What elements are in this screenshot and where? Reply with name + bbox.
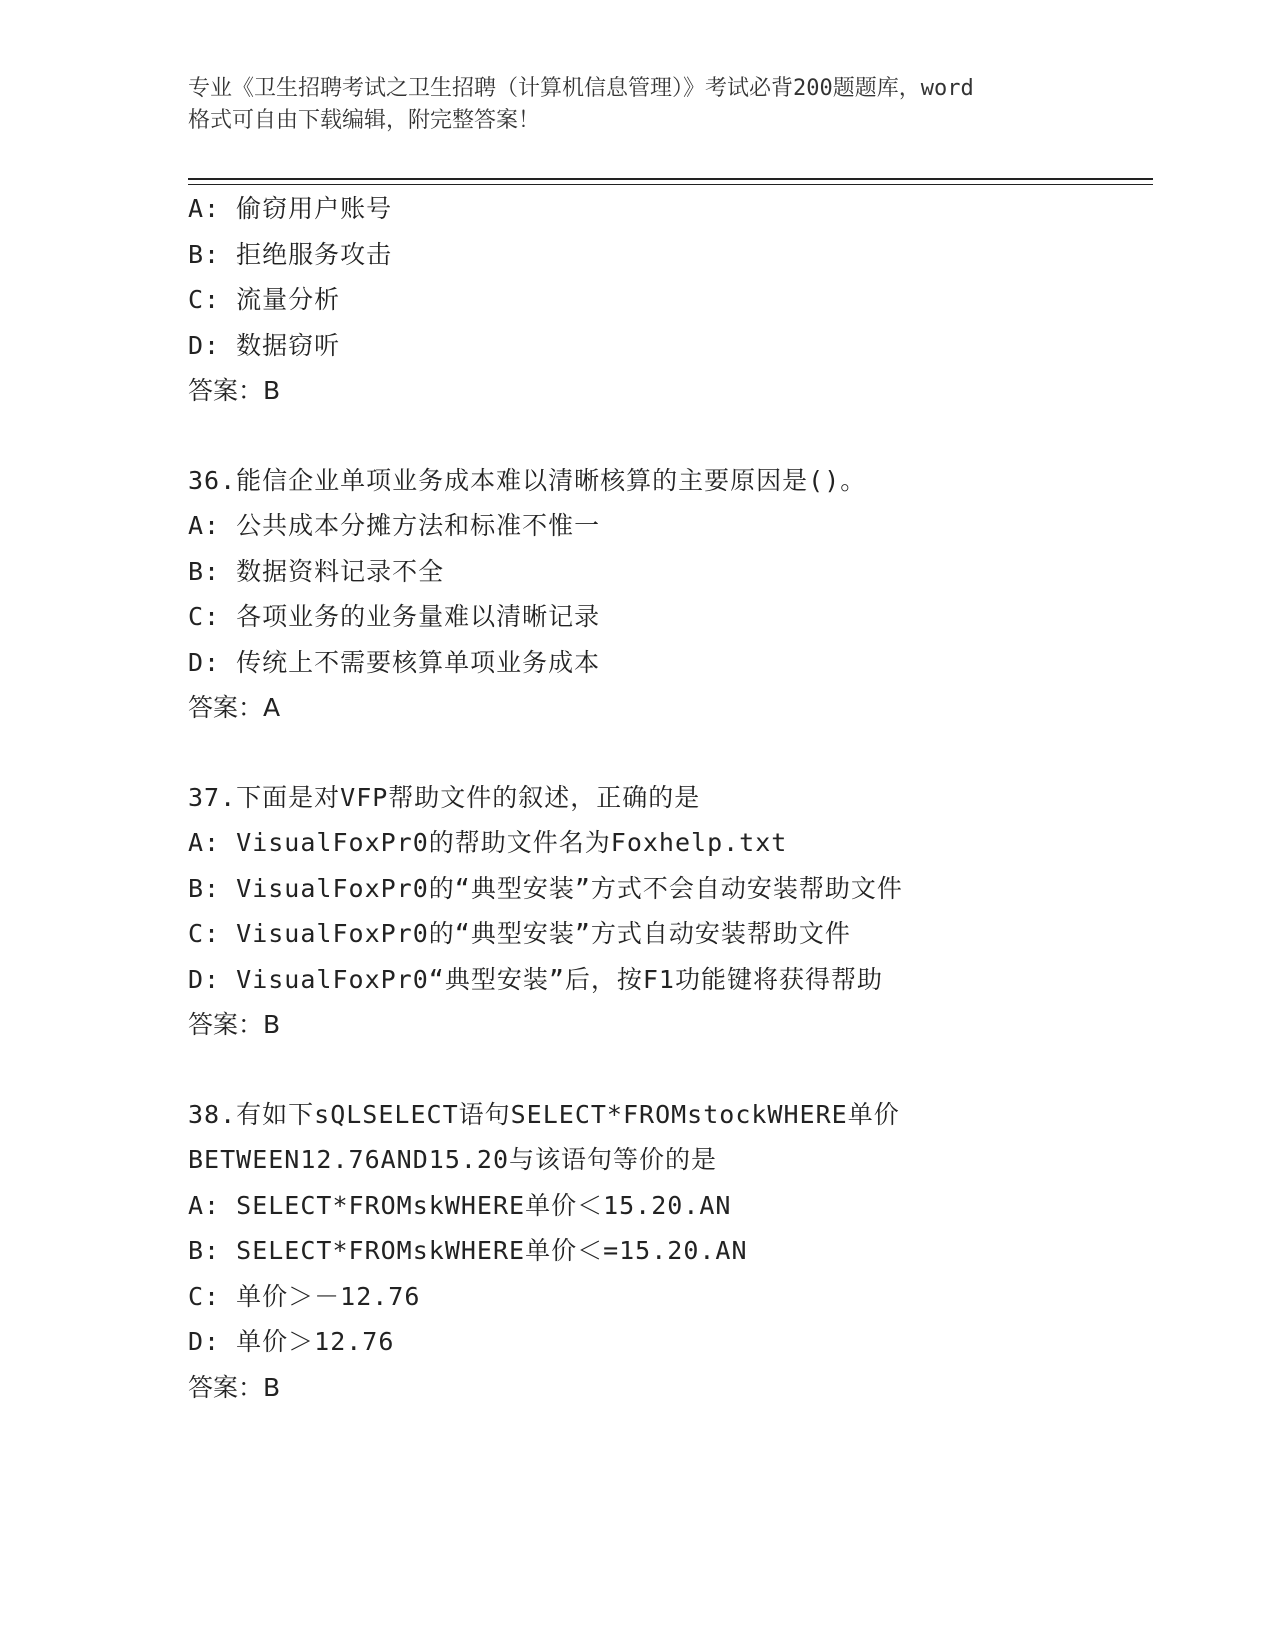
option-a: A: 偷窃用户账号 <box>188 194 393 223</box>
header-divider-thick <box>188 178 1153 180</box>
question-stem: 36.能信企业单项业务成本难以清晰核算的主要原因是()。 <box>188 465 867 495</box>
question-stem: 37.下面是对VFP帮助文件的叙述，正确的是 <box>188 782 701 812</box>
option-c: C: 各项业务的业务量难以清晰记录 <box>188 602 601 631</box>
option-d: D: 数据窃听 <box>188 330 341 360</box>
header-title-line-2: 格式可自由下载编辑，附完整答案！ <box>188 108 541 133</box>
question-stem-line-1: 38.有如下sQLSELECT语句SELECT*FROMstockWHERE单价 <box>188 1099 900 1129</box>
header-divider-thin <box>188 184 1153 185</box>
option-a: A: VisualFoxPr0的帮助文件名为Foxhelp.txt <box>188 828 788 857</box>
document-header <box>188 73 1088 137</box>
option-b: B: SELECT*FROMskWHERE单价＜=15.20.AN <box>188 1236 748 1265</box>
question-38 <box>188 1092 1148 1411</box>
answer: 答案：B <box>188 376 281 405</box>
question-list <box>188 186 1148 1410</box>
spacer <box>188 1048 1148 1092</box>
option-d: D: VisualFoxPr0“典型安装”后，按F1功能键将获得帮助 <box>188 964 883 994</box>
question-37 <box>188 775 1148 1048</box>
spacer <box>188 414 1148 458</box>
option-a: A: 公共成本分摊方法和标准不惟一 <box>188 511 601 540</box>
question-stem-line-2: BETWEEN12.76AND15.20与该语句等价的是 <box>188 1145 718 1174</box>
spacer <box>188 731 1148 775</box>
option-b: B: 拒绝服务攻击 <box>188 239 393 269</box>
answer: 答案：B <box>188 1010 281 1039</box>
option-b: B: VisualFoxPr0的“典型安装”方式不会自动安装帮助文件 <box>188 873 903 903</box>
option-b: B: 数据资料记录不全 <box>188 556 445 586</box>
option-c: C: 单价＞－12.76 <box>188 1281 421 1311</box>
answer: 答案：A <box>188 693 281 722</box>
answer: 答案：B <box>188 1372 281 1402</box>
header-title-line-1: 专业《卫生招聘考试之卫生招聘（计算机信息管理）》考试必背200题题库，word <box>188 76 974 101</box>
option-a: A: SELECT*FROMskWHERE单价＜15.20.AN <box>188 1190 732 1220</box>
option-c: C: 流量分析 <box>188 285 341 314</box>
option-d: D: 传统上不需要核算单项业务成本 <box>188 647 601 677</box>
question-35 <box>188 186 1148 414</box>
option-d: D: 单价＞12.76 <box>188 1327 395 1356</box>
question-36 <box>188 458 1148 731</box>
option-c: C: VisualFoxPr0的“典型安装”方式自动安装帮助文件 <box>188 919 851 948</box>
